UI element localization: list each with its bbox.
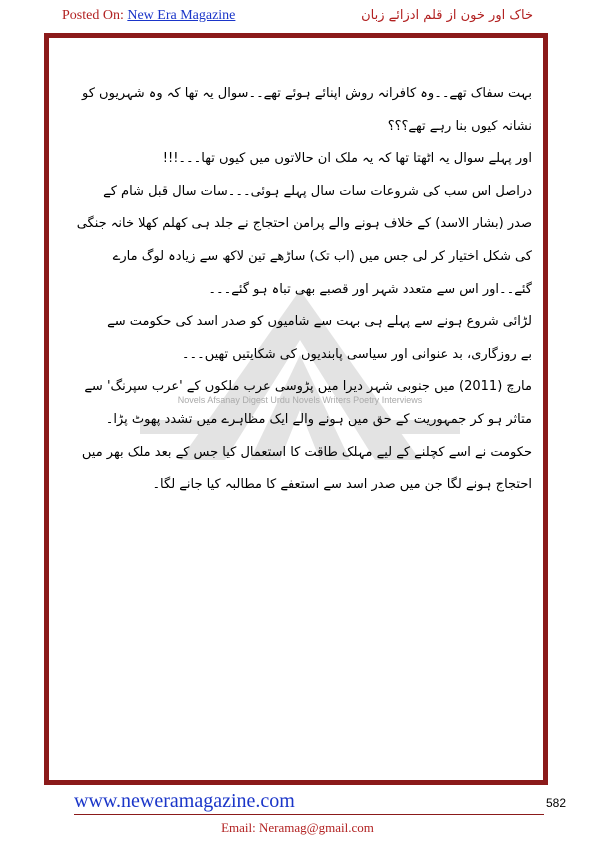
posted-on-label: Posted On: xyxy=(62,8,128,23)
page-number: 582 xyxy=(546,796,567,810)
text-line: حکومت نے اسے کچلنے کے لیے مہلک طاقت کا استعمال کیا جس کے بعد ملک بھر میں xyxy=(81,444,532,460)
text-line: دراصل اس سب کی شروعات سات سال پہلے ہوئی۔۔۔سات سال قبل شام کے xyxy=(103,183,532,199)
book-title: خاک اور خون از قلم ادزائے زبان xyxy=(361,8,533,23)
article-body xyxy=(64,78,532,502)
text-line: صدر (بشار الاسد) کے خلاف ہونے والے پرامن احتجاج نے جلد ہی کھلم کھلا خانہ جنگی xyxy=(76,216,532,232)
text-line: کی شکل اختیار کر لی جس میں (اب تک) ساڑھے تین لاکھ سے زیادہ لوگ مارے xyxy=(112,248,532,264)
header-posted-on xyxy=(62,8,235,24)
text-line: بے روزگاری، بد عنوانی اور سیاسی پابندیوں کی شکایتیں تھیں۔۔۔ xyxy=(181,346,532,362)
text-line: نشانہ کیوں بنا رہے تھے؟؟؟ xyxy=(387,118,532,134)
magazine-link[interactable]: New Era Magazine xyxy=(127,8,236,23)
watermark-text: Novels Afsanay Digest Urdu Novels Writers Poetry Interviews xyxy=(177,395,423,405)
text-line: متاثر ہو کر جمہوریت کے حق میں ہونے والے ایک مظاہرے میں تشدد پھوٹ پڑا۔ xyxy=(105,411,532,427)
text-line: گئے۔۔اور اس سے متعدد شہر اور قصبے بھی تباہ ہو گئے۔۔۔ xyxy=(208,281,532,297)
text-line: اور پہلے سوال یہ اٹھتا تھا کہ یہ ملک ان حالاتوں میں کیوں تھا۔۔۔!!! xyxy=(162,151,532,167)
text-line: لڑائی شروع ہونے سے پہلے ہی بہت سے شامیوں کو صدر اسد کی حکومت سے xyxy=(107,314,532,330)
text-line: احتجاج ہونے لگا جن میں صدر اسد سے استعفے کا مطالبہ کیا جانے لگا۔ xyxy=(152,477,532,493)
website-link[interactable]: www.neweramagazine.com xyxy=(74,790,295,812)
text-line: مارچ (2011) میں جنوبی شہر دیرا میں پڑوسی عرب ملکوں کے 'عرب سپرنگ' سے xyxy=(84,379,532,395)
footer-email[interactable]: Email: Neramag@gmail.com xyxy=(221,820,374,835)
footer-divider xyxy=(74,814,544,815)
text-line: بہت سفاک تھے۔۔وہ کافرانہ روش اپنائے ہوئے تھے۔۔سوال یہ تھا کہ وہ شہریوں کو xyxy=(82,86,532,101)
